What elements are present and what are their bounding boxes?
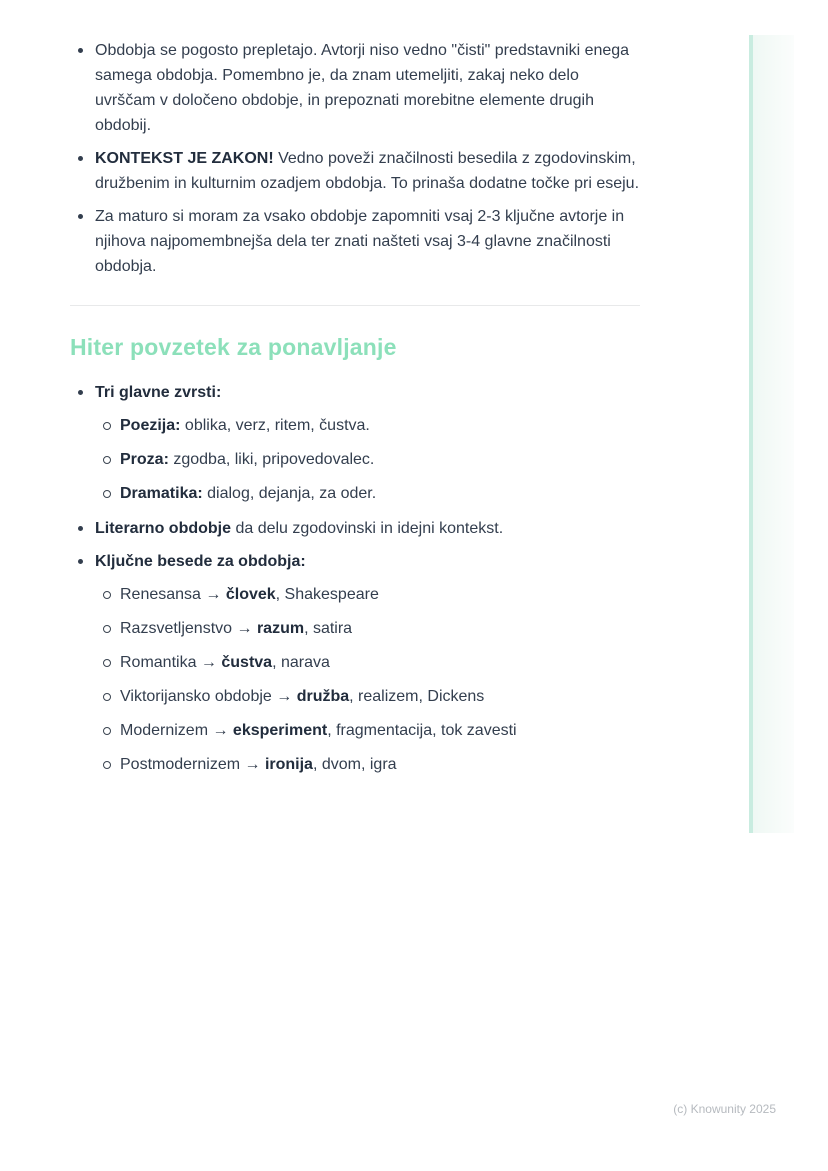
list-item (70, 516, 640, 541)
list-item-text: Romantika → čustva, narava (120, 654, 330, 671)
list-item (70, 549, 640, 777)
sub-list-item (95, 481, 640, 506)
list-item-text: Razsvetljenstvo → razum, satira (120, 620, 353, 637)
disc-bullet-icon (78, 559, 83, 564)
sub-list (95, 413, 640, 506)
list-item-text: Obdobja se pogosto prepletajo. Avtorji niso vedno "čisti" predstavniki enega samega obdobja. Pomembno je, da znam utemeljiti, zakaj neko delo uvrščam v določeno obdobje, in prepoznati morebitne elemente drugih obdobij. (95, 42, 630, 134)
sub-list-item (95, 413, 640, 438)
list-item-text: Literarno obdobje da delu zgodovinski in idejni kontekst. (95, 520, 504, 537)
list-item-text: Modernizem → eksperiment, fragmentacija, tok zavesti (120, 722, 517, 739)
circle-bullet-icon (103, 761, 111, 769)
summary-bullet-list (70, 380, 640, 777)
sub-list-item (95, 582, 640, 607)
circle-bullet-icon (103, 422, 111, 430)
circle-bullet-icon (103, 625, 111, 633)
sub-list-item (95, 650, 640, 675)
divider (70, 305, 640, 306)
list-item-text: Tri glavne zvrsti: (95, 384, 222, 401)
disc-bullet-icon (78, 48, 83, 53)
circle-bullet-icon (103, 490, 111, 498)
footer-copyright: (c) Knowunity 2025 (673, 1102, 776, 1116)
disc-bullet-icon (78, 156, 83, 161)
circle-bullet-icon (103, 659, 111, 667)
sub-list-item (95, 684, 640, 709)
circle-bullet-icon (103, 456, 111, 464)
list-item-text: Poezija: oblika, verz, ritem, čustva. (120, 417, 370, 434)
disc-bullet-icon (78, 214, 83, 219)
list-item-text: Ključne besede za obdobja: (95, 553, 306, 570)
circle-bullet-icon (103, 727, 111, 735)
sub-list-item (95, 447, 640, 472)
list-item-text: KONTEKST JE ZAKON! Vedno poveži značilnosti besedila z zgodovinskim, družbenim in kulturnim ozadjem obdobja. To prinaša dodatne točke pri eseju. (95, 150, 640, 192)
list-item (70, 146, 640, 196)
sub-list-item (95, 718, 640, 743)
list-item (70, 38, 640, 138)
list-item-text: Postmodernizem → ironija, dvom, igra (120, 756, 397, 773)
sub-list-item (95, 616, 640, 641)
list-item (70, 204, 640, 279)
document-content (70, 38, 640, 787)
sub-list (95, 582, 640, 777)
disc-bullet-icon (78, 390, 83, 395)
list-item-text: Dramatika: dialog, dejanja, za oder. (120, 485, 377, 502)
list-item-text: Za maturo si moram za vsako obdobje zapomniti vsaj 2-3 ključne avtorje in njihova najpomembnejša dela ter znati našteti vsaj 3-4 glavne značilnosti obdobja. (95, 208, 625, 275)
list-item (70, 380, 640, 506)
sub-list-item (95, 752, 640, 777)
side-accent-strip (749, 35, 794, 833)
list-item-text: Proza: zgodba, liki, pripovedovalec. (120, 451, 375, 468)
list-item-text: Renesansa → človek, Shakespeare (120, 586, 379, 603)
circle-bullet-icon (103, 693, 111, 701)
disc-bullet-icon (78, 526, 83, 531)
circle-bullet-icon (103, 591, 111, 599)
section-heading: Hiter povzetek za ponavljanje (70, 334, 397, 360)
intro-bullet-list (70, 38, 640, 279)
list-item-text: Viktorijansko obdobje → družba, realizem, Dickens (120, 688, 485, 705)
